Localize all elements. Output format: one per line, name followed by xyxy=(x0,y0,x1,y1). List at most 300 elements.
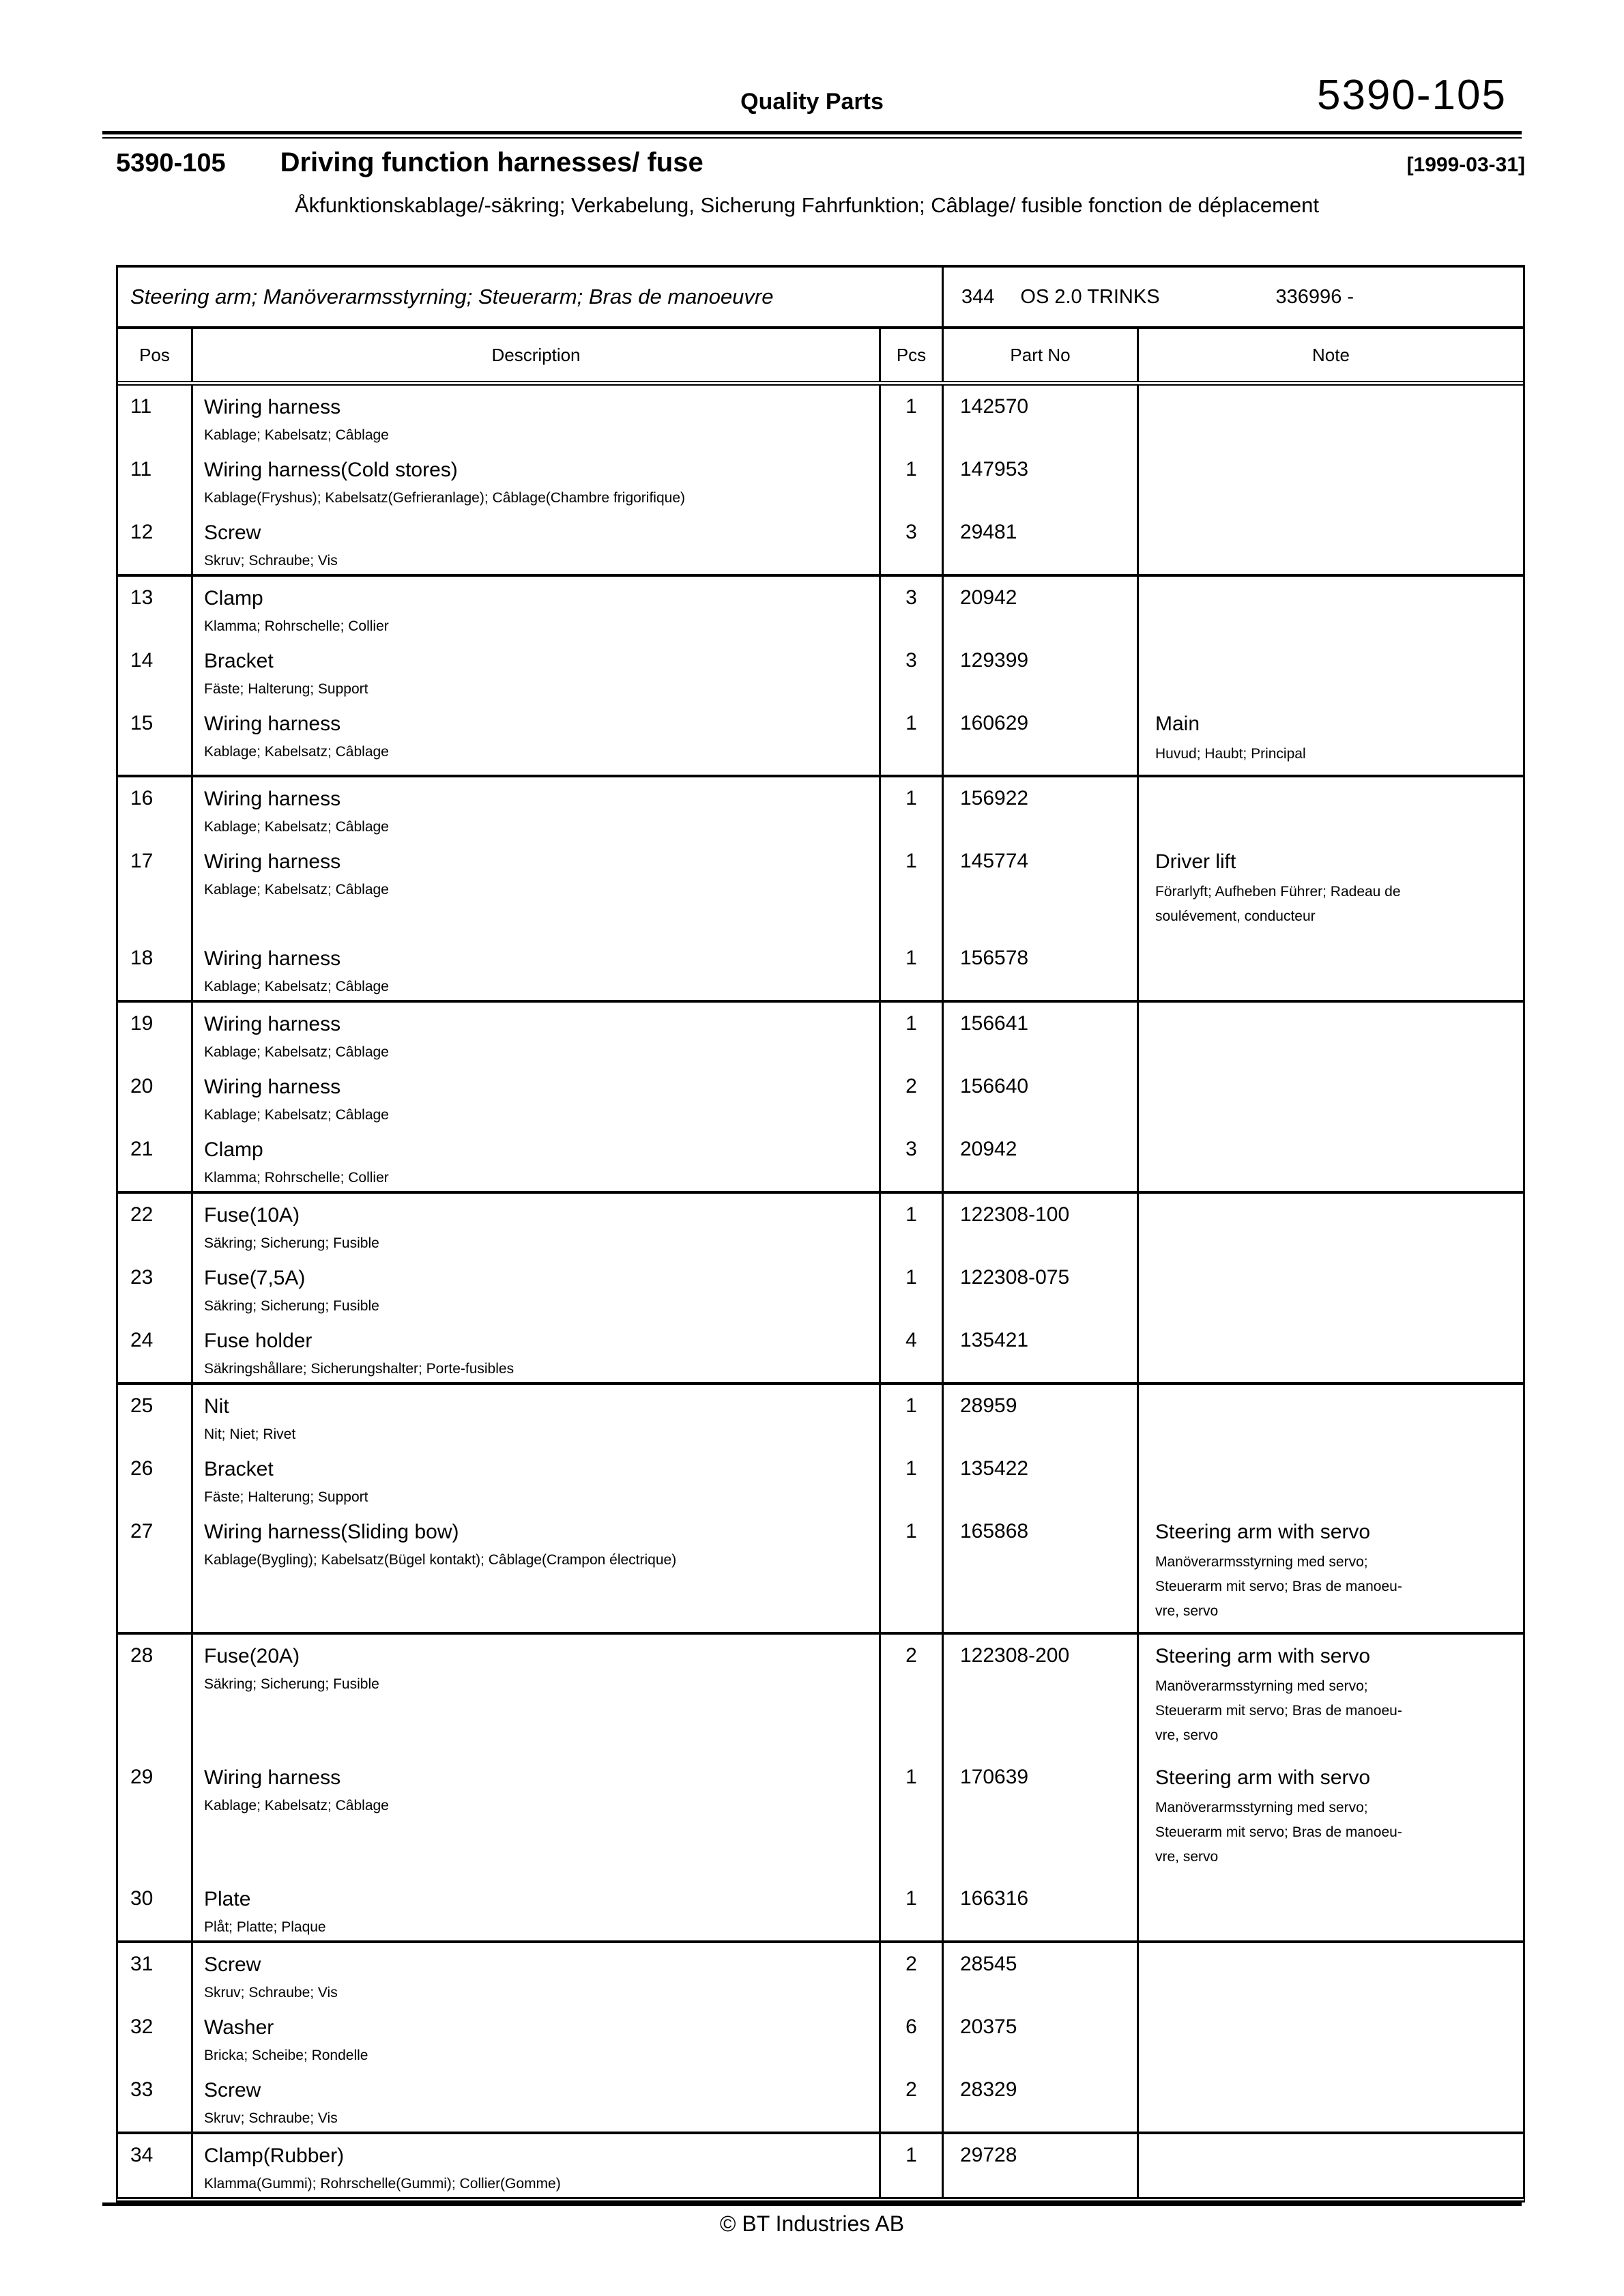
item-name: Wiring harness(Cold stores) xyxy=(204,459,458,481)
note-line: Steuerarm mit servo; Bras de manoeu- xyxy=(1155,1703,1402,1719)
pcs-cell xyxy=(881,1194,944,1257)
footer-rule xyxy=(102,2202,1522,2206)
part-no-value: 20375 xyxy=(960,2015,1017,2038)
note-title: Driver lift xyxy=(1155,850,1236,873)
part-no-value: 156641 xyxy=(960,1012,1029,1035)
item-name: Fuse(10A) xyxy=(204,1204,300,1226)
description-cell xyxy=(193,386,881,448)
pcs-cell xyxy=(881,2006,944,2069)
item-sub: Säkring; Sicherung; Fusible xyxy=(204,1676,379,1692)
table-row xyxy=(118,386,1523,448)
pos-value: 24 xyxy=(130,1329,154,1351)
title-row xyxy=(116,147,1525,178)
part-no-value: 29481 xyxy=(960,521,1017,543)
table-row xyxy=(118,511,1523,574)
pcs-cell xyxy=(881,511,944,574)
parts-group xyxy=(118,1940,1523,2132)
pos-value: 15 xyxy=(130,712,154,734)
note-line: Steuerarm mit servo; Bras de manoeu- xyxy=(1155,1579,1402,1594)
note-line: Steuerarm mit servo; Bras de manoeu- xyxy=(1155,1824,1402,1840)
table-row xyxy=(118,1319,1523,1382)
note-cell xyxy=(1139,1756,1523,1878)
table-row xyxy=(118,2134,1523,2197)
table-row xyxy=(118,1003,1523,1065)
note-line: vre, servo xyxy=(1155,1603,1219,1619)
pos-cell xyxy=(118,1319,193,1382)
part-no-value: 166316 xyxy=(960,1887,1029,1910)
page-subtitle: Åkfunktionskablage/-säkring; Verkabelung, Sicherung Fahrfunktion; Câblage/ fusible fonction de déplacement xyxy=(295,193,1319,217)
pcs-value: 6 xyxy=(905,2015,917,2038)
note-sublines xyxy=(1155,1550,1523,1624)
pcs-value: 4 xyxy=(905,1329,917,1351)
assembly-header-row xyxy=(118,268,1523,329)
note-line: Manöverarmsstyrning med servo; xyxy=(1155,1678,1368,1694)
pos-cell xyxy=(118,386,193,448)
pcs-value: 1 xyxy=(905,1457,917,1480)
pcs-cell xyxy=(881,937,944,1000)
pos-value: 20 xyxy=(130,1075,154,1097)
note-cell xyxy=(1139,1194,1523,1257)
part-no-cell xyxy=(944,1003,1139,1065)
pcs-cell xyxy=(881,1756,944,1878)
pos-value: 32 xyxy=(130,2015,154,2038)
pos-cell xyxy=(118,1065,193,1128)
note-line: soulévement, conducteur xyxy=(1155,908,1316,924)
item-sub: Fäste; Halterung; Support xyxy=(204,1489,368,1505)
table-row xyxy=(118,1756,1523,1878)
part-no-cell xyxy=(944,1878,1139,1940)
part-no-value: 28959 xyxy=(960,1394,1017,1417)
item-name: Wiring harness(Sliding bow) xyxy=(204,1521,459,1543)
item-sub: Skruv; Schraube; Vis xyxy=(204,553,338,569)
description-cell xyxy=(193,2006,881,2069)
part-no-cell xyxy=(944,1065,1139,1128)
note-title: Main xyxy=(1155,713,1200,735)
note-cell xyxy=(1139,577,1523,640)
section-code: 5390-105 xyxy=(116,149,226,177)
pcs-cell xyxy=(881,448,944,511)
pos-value: 34 xyxy=(130,2144,154,2166)
table-row xyxy=(118,937,1523,1000)
part-no-cell xyxy=(944,1448,1139,1510)
item-sub: Kablage; Kabelsatz; Câblage xyxy=(204,1798,389,1813)
pcs-value: 1 xyxy=(905,1266,917,1289)
part-no-value: 122308-200 xyxy=(960,1644,1070,1667)
item-name: Wiring harness xyxy=(204,1076,341,1098)
table-row xyxy=(118,702,1523,775)
item-name: Bracket xyxy=(204,650,274,672)
table-row xyxy=(118,1065,1523,1128)
note-cell xyxy=(1139,2006,1523,2069)
description-cell xyxy=(193,1257,881,1319)
pcs-cell xyxy=(881,2134,944,2197)
table-row xyxy=(118,1257,1523,1319)
description-cell xyxy=(193,1319,881,1382)
pos-cell xyxy=(118,1756,193,1878)
note-cell xyxy=(1139,1878,1523,1940)
pcs-cell xyxy=(881,640,944,702)
parts-group xyxy=(118,1000,1523,1191)
pcs-value: 1 xyxy=(905,458,917,480)
pos-value: 33 xyxy=(130,2078,154,2101)
item-name: Washer xyxy=(204,2016,274,2039)
description-cell xyxy=(193,1065,881,1128)
item-sub: Klamma; Rohrschelle; Collier xyxy=(204,1170,389,1186)
part-no-cell xyxy=(944,840,1139,937)
pos-value: 26 xyxy=(130,1457,154,1480)
note-sublines xyxy=(1155,1796,1523,1869)
pos-value: 11 xyxy=(130,395,152,418)
pos-cell xyxy=(118,1003,193,1065)
note-sublines xyxy=(1155,742,1523,766)
pcs-value: 1 xyxy=(905,850,917,872)
table-row xyxy=(118,1878,1523,1940)
description-cell xyxy=(193,702,881,775)
pcs-value: 2 xyxy=(905,2078,917,2101)
pos-value: 17 xyxy=(130,850,154,872)
part-no-cell xyxy=(944,1756,1139,1878)
item-name: Wiring harness xyxy=(204,850,341,873)
pos-cell xyxy=(118,1635,193,1756)
pcs-value: 1 xyxy=(905,1012,917,1035)
assembly-serial: 336996 - xyxy=(1275,285,1354,308)
column-header-pos: Pos xyxy=(118,329,193,381)
parts-group xyxy=(118,1191,1523,1382)
table-row xyxy=(118,2069,1523,2132)
pcs-value: 2 xyxy=(905,1644,917,1667)
pcs-cell xyxy=(881,1003,944,1065)
description-cell xyxy=(193,2134,881,2197)
table-row xyxy=(118,448,1523,511)
description-cell xyxy=(193,2069,881,2132)
item-sub: Klamma(Gummi); Rohrschelle(Gummi); Collier(Gomme) xyxy=(204,2176,561,2192)
note-title: Steering arm with servo xyxy=(1155,1766,1371,1789)
pos-value: 16 xyxy=(130,787,154,809)
pos-value: 28 xyxy=(130,1644,154,1667)
pos-value: 14 xyxy=(130,649,154,672)
pos-value: 25 xyxy=(130,1394,154,1417)
pcs-value: 1 xyxy=(905,1766,917,1788)
part-no-cell xyxy=(944,1943,1139,2006)
item-name: Nit xyxy=(204,1395,229,1418)
pcs-value: 1 xyxy=(905,1203,917,1226)
note-cell xyxy=(1139,840,1523,937)
item-name: Fuse(7,5A) xyxy=(204,1267,306,1289)
pos-cell xyxy=(118,1878,193,1940)
pos-value: 18 xyxy=(130,947,154,969)
part-no-value: 145774 xyxy=(960,850,1029,872)
description-cell xyxy=(193,577,881,640)
description-cell xyxy=(193,937,881,1000)
pos-value: 19 xyxy=(130,1012,154,1035)
parts-group xyxy=(118,1382,1523,1632)
description-cell xyxy=(193,777,881,840)
note-cell xyxy=(1139,1510,1523,1632)
item-sub: Säkringshållare; Sicherungshalter; Porte-fusibles xyxy=(204,1361,514,1377)
pos-cell xyxy=(118,448,193,511)
table-row xyxy=(118,777,1523,840)
item-name: Fuse holder xyxy=(204,1330,313,1352)
table-row xyxy=(118,640,1523,702)
footer-copyright: © BT Industries AB xyxy=(719,2211,905,2236)
pcs-cell xyxy=(881,1635,944,1756)
part-no-cell xyxy=(944,702,1139,775)
item-name: Wiring harness xyxy=(204,713,341,735)
description-cell xyxy=(193,1878,881,1940)
item-sub: Fäste; Halterung; Support xyxy=(204,681,368,697)
pcs-value: 3 xyxy=(905,1138,917,1160)
parts-group xyxy=(118,775,1523,1000)
description-cell xyxy=(193,448,881,511)
pos-value: 27 xyxy=(130,1520,154,1542)
part-no-value: 122308-075 xyxy=(960,1266,1070,1289)
note-title: Steering arm with servo xyxy=(1155,1645,1371,1667)
part-no-cell xyxy=(944,2134,1139,2197)
part-no-value: 170639 xyxy=(960,1766,1029,1788)
part-no-cell xyxy=(944,1257,1139,1319)
description-cell xyxy=(193,1385,881,1448)
pos-cell xyxy=(118,1448,193,1510)
item-sub: Bricka; Scheibe; Rondelle xyxy=(204,2048,368,2063)
pos-cell xyxy=(118,511,193,574)
item-name: Fuse(20A) xyxy=(204,1645,300,1667)
header-rule-thin xyxy=(102,137,1522,139)
item-sub: Nit; Niet; Rivet xyxy=(204,1426,296,1442)
note-cell xyxy=(1139,1635,1523,1756)
pcs-cell xyxy=(881,1257,944,1319)
part-no-value: 156578 xyxy=(960,947,1029,969)
table-body xyxy=(118,386,1523,2197)
pcs-value: 1 xyxy=(905,395,917,418)
item-name: Wiring harness xyxy=(204,1766,341,1789)
note-line: Manöverarmsstyrning med servo; xyxy=(1155,1800,1368,1816)
pos-value: 11 xyxy=(130,458,152,480)
item-sub: Kablage; Kabelsatz; Câblage xyxy=(204,1044,389,1060)
description-cell xyxy=(193,1448,881,1510)
pcs-cell xyxy=(881,1943,944,2006)
part-no-cell xyxy=(944,448,1139,511)
item-name: Screw xyxy=(204,521,261,544)
pcs-value: 2 xyxy=(905,1953,917,1975)
pos-value: 30 xyxy=(130,1887,154,1910)
part-no-value: 135421 xyxy=(960,1329,1029,1351)
table-row xyxy=(118,2006,1523,2069)
item-sub: Kablage; Kabelsatz; Câblage xyxy=(204,1107,389,1123)
column-header-note: Note xyxy=(1312,344,1350,365)
item-name: Bracket xyxy=(204,1458,274,1480)
part-no-value: 28545 xyxy=(960,1953,1017,1975)
pos-value: 13 xyxy=(130,586,154,609)
note-cell xyxy=(1139,640,1523,702)
pos-cell xyxy=(118,2069,193,2132)
note-line: Förarlyft; Aufheben Führer; Radeau de xyxy=(1155,884,1401,900)
note-cell xyxy=(1139,2069,1523,2132)
pcs-cell xyxy=(881,1065,944,1128)
page-header-title: Quality Parts xyxy=(740,89,884,115)
note-cell xyxy=(1139,2134,1523,2197)
item-name: Screw xyxy=(204,2079,261,2101)
item-name: Clamp xyxy=(204,1138,263,1161)
table-row xyxy=(118,577,1523,640)
note-cell xyxy=(1139,1065,1523,1128)
part-no-cell xyxy=(944,1319,1139,1382)
part-no-cell xyxy=(944,1510,1139,1632)
item-sub: Kablage(Bygling); Kabelsatz(Bügel kontakt); Câblage(Crampon électrique) xyxy=(204,1552,677,1568)
description-cell xyxy=(193,1943,881,2006)
note-cell xyxy=(1139,386,1523,448)
item-name: Clamp xyxy=(204,587,263,609)
pos-cell xyxy=(118,1257,193,1319)
item-sub: Plåt; Platte; Plaque xyxy=(204,1919,326,1935)
note-cell xyxy=(1139,777,1523,840)
description-cell xyxy=(193,1756,881,1878)
pcs-cell xyxy=(881,840,944,937)
note-cell xyxy=(1139,1319,1523,1382)
part-no-value: 129399 xyxy=(960,649,1029,672)
part-no-value: 147953 xyxy=(960,458,1029,480)
item-sub: Kablage; Kabelsatz; Câblage xyxy=(204,819,389,835)
note-sublines xyxy=(1155,880,1523,929)
part-no-value: 29728 xyxy=(960,2144,1017,2166)
item-sub: Kablage; Kabelsatz; Câblage xyxy=(204,979,389,994)
pcs-value: 1 xyxy=(905,1394,917,1417)
part-no-value: 142570 xyxy=(960,395,1029,418)
column-header-part-no: Part No xyxy=(944,329,1139,381)
pcs-cell xyxy=(881,2069,944,2132)
note-cell xyxy=(1139,1003,1523,1065)
item-name: Wiring harness xyxy=(204,1013,341,1035)
note-cell xyxy=(1139,937,1523,1000)
pcs-value: 1 xyxy=(905,2144,917,2166)
part-no-cell xyxy=(944,1194,1139,1257)
description-cell xyxy=(193,1194,881,1257)
pos-cell xyxy=(118,1194,193,1257)
note-line: Huvud; Haubt; Principal xyxy=(1155,746,1306,762)
note-line: Manöverarmsstyrning med servo; xyxy=(1155,1554,1368,1570)
column-header-row xyxy=(118,329,1523,386)
note-title: Steering arm with servo xyxy=(1155,1521,1371,1543)
pos-cell xyxy=(118,1510,193,1632)
item-sub: Kablage(Fryshus); Kabelsatz(Gefrieranlage); Câblage(Chambre frigorifique) xyxy=(204,490,685,506)
description-cell xyxy=(193,640,881,702)
item-name: Wiring harness xyxy=(204,947,341,970)
pos-value: 23 xyxy=(130,1266,154,1289)
item-name: Wiring harness xyxy=(204,396,341,418)
note-cell xyxy=(1139,1385,1523,1448)
pos-value: 29 xyxy=(130,1766,154,1788)
description-cell xyxy=(193,1635,881,1756)
part-no-value: 156922 xyxy=(960,787,1029,809)
revision-date: [1999-03-31] xyxy=(1406,154,1525,176)
part-no-value: 20942 xyxy=(960,586,1017,609)
table-row xyxy=(118,1385,1523,1448)
table-row xyxy=(118,1635,1523,1756)
parts-group xyxy=(118,1632,1523,1940)
part-no-cell xyxy=(944,2069,1139,2132)
part-no-value: 28329 xyxy=(960,2078,1017,2101)
item-name: Screw xyxy=(204,1953,261,1976)
pcs-value: 1 xyxy=(905,1887,917,1910)
pos-cell xyxy=(118,640,193,702)
parts-group xyxy=(118,386,1523,574)
item-name: Clamp(Rubber) xyxy=(204,2144,345,2167)
pos-cell xyxy=(118,1943,193,2006)
pcs-value: 3 xyxy=(905,521,917,543)
item-sub: Skruv; Schraube; Vis xyxy=(204,2110,338,2126)
pcs-cell xyxy=(881,386,944,448)
part-no-cell xyxy=(944,1128,1139,1191)
pos-cell xyxy=(118,2134,193,2197)
part-no-value: 160629 xyxy=(960,712,1029,734)
note-cell xyxy=(1139,448,1523,511)
part-no-cell xyxy=(944,777,1139,840)
parts-table xyxy=(116,265,1525,2202)
item-sub: Säkring; Sicherung; Fusible xyxy=(204,1235,379,1251)
pos-cell xyxy=(118,1385,193,1448)
pcs-cell xyxy=(881,1385,944,1448)
pcs-value: 1 xyxy=(905,787,917,809)
note-sublines xyxy=(1155,1674,1523,1748)
pcs-cell xyxy=(881,1319,944,1382)
note-line: vre, servo xyxy=(1155,1849,1219,1865)
item-sub: Kablage; Kabelsatz; Câblage xyxy=(204,882,389,898)
pcs-cell xyxy=(881,1878,944,1940)
parts-group xyxy=(118,574,1523,775)
part-no-cell xyxy=(944,2006,1139,2069)
item-sub: Kablage; Kabelsatz; Câblage xyxy=(204,744,389,760)
pcs-cell xyxy=(881,777,944,840)
page-header-code: 5390-105 xyxy=(1316,72,1507,119)
column-header-description: Description xyxy=(193,329,881,381)
note-cell xyxy=(1139,1128,1523,1191)
pcs-value: 1 xyxy=(905,712,917,734)
pos-cell xyxy=(118,702,193,775)
pcs-cell xyxy=(881,577,944,640)
part-no-cell xyxy=(944,511,1139,574)
pos-value: 31 xyxy=(130,1953,154,1975)
part-no-cell xyxy=(944,937,1139,1000)
pos-cell xyxy=(118,777,193,840)
pos-cell xyxy=(118,2006,193,2069)
table-row xyxy=(118,1510,1523,1632)
pcs-value: 3 xyxy=(905,649,917,672)
pos-value: 22 xyxy=(130,1203,154,1226)
part-no-value: 135422 xyxy=(960,1457,1029,1480)
pcs-cell xyxy=(881,1510,944,1632)
table-row xyxy=(118,1448,1523,1510)
pcs-cell xyxy=(881,1128,944,1191)
part-no-cell xyxy=(944,386,1139,448)
page-title: Driving function harnesses/ fuse xyxy=(280,147,704,177)
pcs-cell xyxy=(881,1448,944,1510)
part-no-value: 156640 xyxy=(960,1075,1029,1097)
pos-cell xyxy=(118,1128,193,1191)
item-sub: Klamma; Rohrschelle; Collier xyxy=(204,618,389,634)
note-cell xyxy=(1139,1448,1523,1510)
assembly-model: OS 2.0 TRINKS xyxy=(1020,285,1160,308)
item-sub: Kablage; Kabelsatz; Câblage xyxy=(204,427,389,443)
description-cell xyxy=(193,1003,881,1065)
note-cell xyxy=(1139,1257,1523,1319)
pcs-value: 2 xyxy=(905,1075,917,1097)
pos-cell xyxy=(118,937,193,1000)
item-name: Wiring harness xyxy=(204,788,341,810)
pcs-cell xyxy=(881,702,944,775)
table-row xyxy=(118,1128,1523,1191)
part-no-cell xyxy=(944,640,1139,702)
note-cell xyxy=(1139,702,1523,775)
part-no-cell xyxy=(944,577,1139,640)
